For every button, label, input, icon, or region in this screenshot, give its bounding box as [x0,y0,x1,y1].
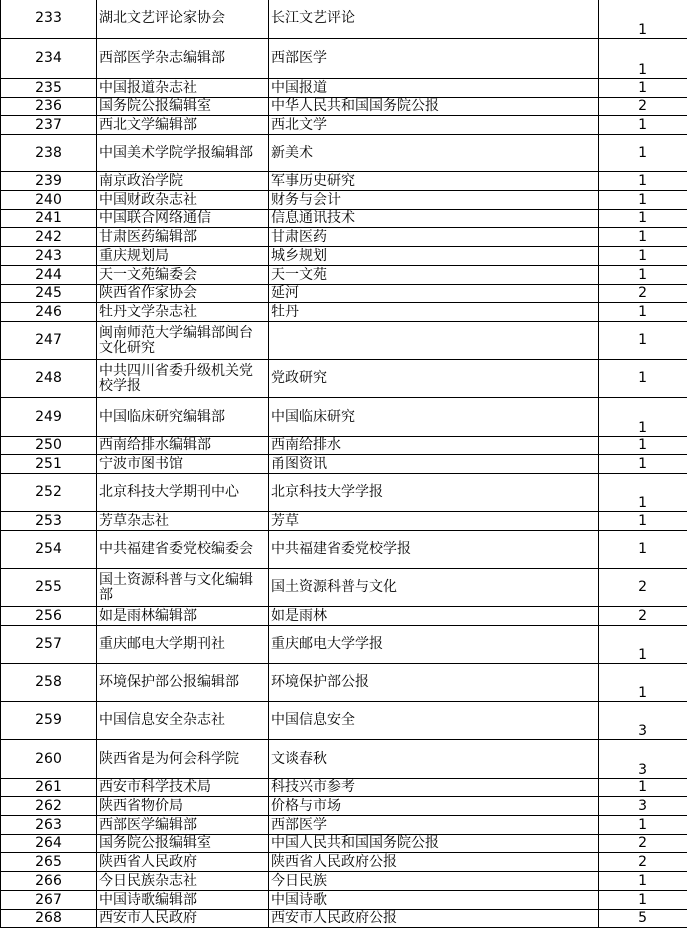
table-row [1,210,687,228]
table-row [1,816,687,835]
organization-cell: 湖北文艺评论家协会 [97,0,269,39]
count-cell: 2 [599,285,687,303]
journal-name-cell: 党政研究 [269,360,599,398]
organization-cell: 如是雨林编辑部 [97,607,269,626]
count-cell: 1 [599,191,687,210]
journal-name-cell: 北京科技大学学报 [269,474,599,512]
count-cell: 1 [599,437,687,455]
journal-name-cell: 中华人民共和国国务院公报 [269,98,599,116]
journal-name-cell: 西部医学 [269,816,599,835]
count-cell: 1 [599,116,687,135]
organization-cell: 重庆邮电大学期刊社 [97,626,269,664]
journal-name-cell: 如是雨林 [269,607,599,626]
row-number-cell: 258 [1,664,97,702]
organization-cell: 天一文苑编委会 [97,266,269,285]
row-number-cell: 254 [1,531,97,569]
row-number-cell: 264 [1,835,97,853]
row-number-cell: 235 [1,79,97,98]
table-row [1,398,687,437]
organization-cell: 甘肃医药编辑部 [97,228,269,247]
journal-name-cell: 西北文学 [269,116,599,135]
table-row [1,303,687,322]
count-cell: 2 [599,607,687,626]
table-row [1,512,687,531]
table-row [1,702,687,740]
row-number-cell: 265 [1,853,97,872]
row-number-cell: 247 [1,322,97,360]
count-cell: 1 [599,779,687,797]
journal-name-cell: 甘肃医药 [269,228,599,247]
row-number-cell: 248 [1,360,97,398]
count-cell: 1 [599,322,687,360]
journal-name-cell: 新美术 [269,135,599,172]
row-number-cell: 233 [1,0,97,39]
row-number-cell: 237 [1,116,97,135]
count-cell: 1 [599,266,687,285]
journal-name-cell: 军事历史研究 [269,172,599,191]
count-cell: 1 [599,474,687,512]
row-number-cell: 238 [1,135,97,172]
row-number-cell: 239 [1,172,97,191]
count-cell: 3 [599,797,687,816]
organization-cell: 环境保护部公报编辑部 [97,664,269,702]
row-number-cell: 263 [1,816,97,835]
row-number-cell: 244 [1,266,97,285]
table-row [1,455,687,474]
journal-name-cell: 中国报道 [269,79,599,98]
table-body [1,0,687,928]
table-row [1,569,687,607]
count-cell: 2 [599,853,687,872]
table-row [1,39,687,79]
journal-name-cell: 中国人民共和国国务院公报 [269,835,599,853]
organization-cell: 国务院公报编辑室 [97,835,269,853]
journal-name-cell: 芳草 [269,512,599,531]
table-row [1,853,687,872]
row-number-cell: 268 [1,910,97,928]
organization-cell: 中国美术学院学报编辑部 [97,135,269,172]
journal-name-cell: 长江文艺评论 [269,0,599,39]
organization-cell: 中国诗歌编辑部 [97,891,269,910]
organization-cell: 国务院公报编辑室 [97,98,269,116]
table-row [1,360,687,398]
journal-name-cell: 中国临床研究 [269,398,599,437]
organization-cell: 西安市人民政府 [97,910,269,928]
organization-cell: 陕西省作家协会 [97,285,269,303]
count-cell: 1 [599,512,687,531]
row-number-cell: 261 [1,779,97,797]
row-number-cell: 253 [1,512,97,531]
organization-cell: 中国财政杂志社 [97,191,269,210]
row-number-cell: 262 [1,797,97,816]
count-cell: 2 [599,98,687,116]
journal-name-cell: 甬图资讯 [269,455,599,474]
table-row [1,191,687,210]
table-row [1,779,687,797]
organization-cell: 陕西省是为何会科学院 [97,740,269,779]
journal-name-cell: 中共福建省委党校学报 [269,531,599,569]
count-cell: 1 [599,135,687,172]
count-cell: 1 [599,79,687,98]
count-cell: 1 [599,360,687,398]
count-cell: 1 [599,398,687,437]
row-number-cell: 234 [1,39,97,79]
row-number-cell: 243 [1,247,97,266]
table-row [1,797,687,816]
organization-cell: 北京科技大学期刊中心 [97,474,269,512]
journal-name-cell: 价格与市场 [269,797,599,816]
row-number-cell: 257 [1,626,97,664]
count-cell: 1 [599,247,687,266]
journal-name-cell: 延河 [269,285,599,303]
organization-cell: 西部医学杂志编辑部 [97,39,269,79]
organization-cell: 西北文学编辑部 [97,116,269,135]
count-cell: 1 [599,664,687,702]
journal-name-cell: 国土资源科普与文化 [269,569,599,607]
count-cell: 1 [599,891,687,910]
journal-name-cell: 西安市人民政府公报 [269,910,599,928]
count-cell: 1 [599,626,687,664]
row-number-cell: 266 [1,872,97,891]
count-cell: 3 [599,702,687,740]
organization-cell: 陕西省物价局 [97,797,269,816]
count-cell: 1 [599,228,687,247]
count-cell: 1 [599,872,687,891]
organization-cell: 中国信息安全杂志社 [97,702,269,740]
row-number-cell: 246 [1,303,97,322]
organization-cell: 陕西省人民政府 [97,853,269,872]
organization-cell: 中国报道杂志社 [97,79,269,98]
organization-cell: 西安市科学技术局 [97,779,269,797]
table-row [1,437,687,455]
journal-name-cell: 中国信息安全 [269,702,599,740]
journal-name-cell [269,322,599,360]
count-cell: 2 [599,569,687,607]
table-row [1,531,687,569]
journal-name-cell: 牡丹 [269,303,599,322]
journal-name-cell: 环境保护部公报 [269,664,599,702]
count-cell: 1 [599,455,687,474]
organization-cell: 宁波市图书馆 [97,455,269,474]
count-cell: 1 [599,39,687,79]
count-cell: 1 [599,172,687,191]
table-row [1,835,687,853]
row-number-cell: 260 [1,740,97,779]
row-number-cell: 251 [1,455,97,474]
table-row [1,285,687,303]
row-number-cell: 241 [1,210,97,228]
journal-name-cell: 文谈春秋 [269,740,599,779]
table-row [1,910,687,928]
table-row [1,0,687,39]
journal-name-cell: 陕西省人民政府公报 [269,853,599,872]
table-row [1,79,687,98]
journal-name-cell: 西南给排水 [269,437,599,455]
count-cell: 1 [599,303,687,322]
organization-cell: 中国临床研究编辑部 [97,398,269,437]
organization-cell: 今日民族杂志社 [97,872,269,891]
organization-cell: 国土资源科普与文化编辑部 [97,569,269,607]
table-row [1,891,687,910]
organization-cell: 闽南师范大学编辑部闽台文化研究 [97,322,269,360]
journal-name-cell: 今日民族 [269,872,599,891]
table-row [1,607,687,626]
organization-cell: 西南给排水编辑部 [97,437,269,455]
journal-name-cell: 重庆邮电大学学报 [269,626,599,664]
row-number-cell: 256 [1,607,97,626]
table-row [1,116,687,135]
row-number-cell: 240 [1,191,97,210]
table-row [1,135,687,172]
row-number-cell: 267 [1,891,97,910]
row-number-cell: 252 [1,474,97,512]
count-cell: 1 [599,210,687,228]
table-row [1,98,687,116]
row-number-cell: 242 [1,228,97,247]
table-row [1,872,687,891]
organization-cell: 南京政治学院 [97,172,269,191]
count-cell: 1 [599,531,687,569]
organization-cell: 中共福建省委党校编委会 [97,531,269,569]
count-cell: 1 [599,816,687,835]
organization-cell: 中共四川省委升级机关党校学报 [97,360,269,398]
journal-name-cell: 财务与会计 [269,191,599,210]
journal-name-cell: 科技兴市参考 [269,779,599,797]
row-number-cell: 255 [1,569,97,607]
table-row [1,740,687,779]
journal-name-cell: 天一文苑 [269,266,599,285]
table-row [1,474,687,512]
table-row [1,322,687,360]
organization-cell: 中国联合网络通信 [97,210,269,228]
row-number-cell: 250 [1,437,97,455]
table-row [1,228,687,247]
row-number-cell: 236 [1,98,97,116]
table-row [1,626,687,664]
organization-cell: 西部医学编辑部 [97,816,269,835]
count-cell: 5 [599,910,687,928]
table-row [1,266,687,285]
row-number-cell: 245 [1,285,97,303]
journal-name-cell: 西部医学 [269,39,599,79]
journal-name-cell: 中国诗歌 [269,891,599,910]
organization-cell: 芳草杂志社 [97,512,269,531]
table-row [1,247,687,266]
table-row [1,664,687,702]
count-cell: 3 [599,740,687,779]
table-row [1,172,687,191]
count-cell: 2 [599,835,687,853]
organization-cell: 重庆规划局 [97,247,269,266]
count-cell: 1 [599,0,687,39]
organization-cell: 牡丹文学杂志社 [97,303,269,322]
journal-name-cell: 城乡规划 [269,247,599,266]
journal-name-cell: 信息通讯技术 [269,210,599,228]
row-number-cell: 259 [1,702,97,740]
row-number-cell: 249 [1,398,97,437]
